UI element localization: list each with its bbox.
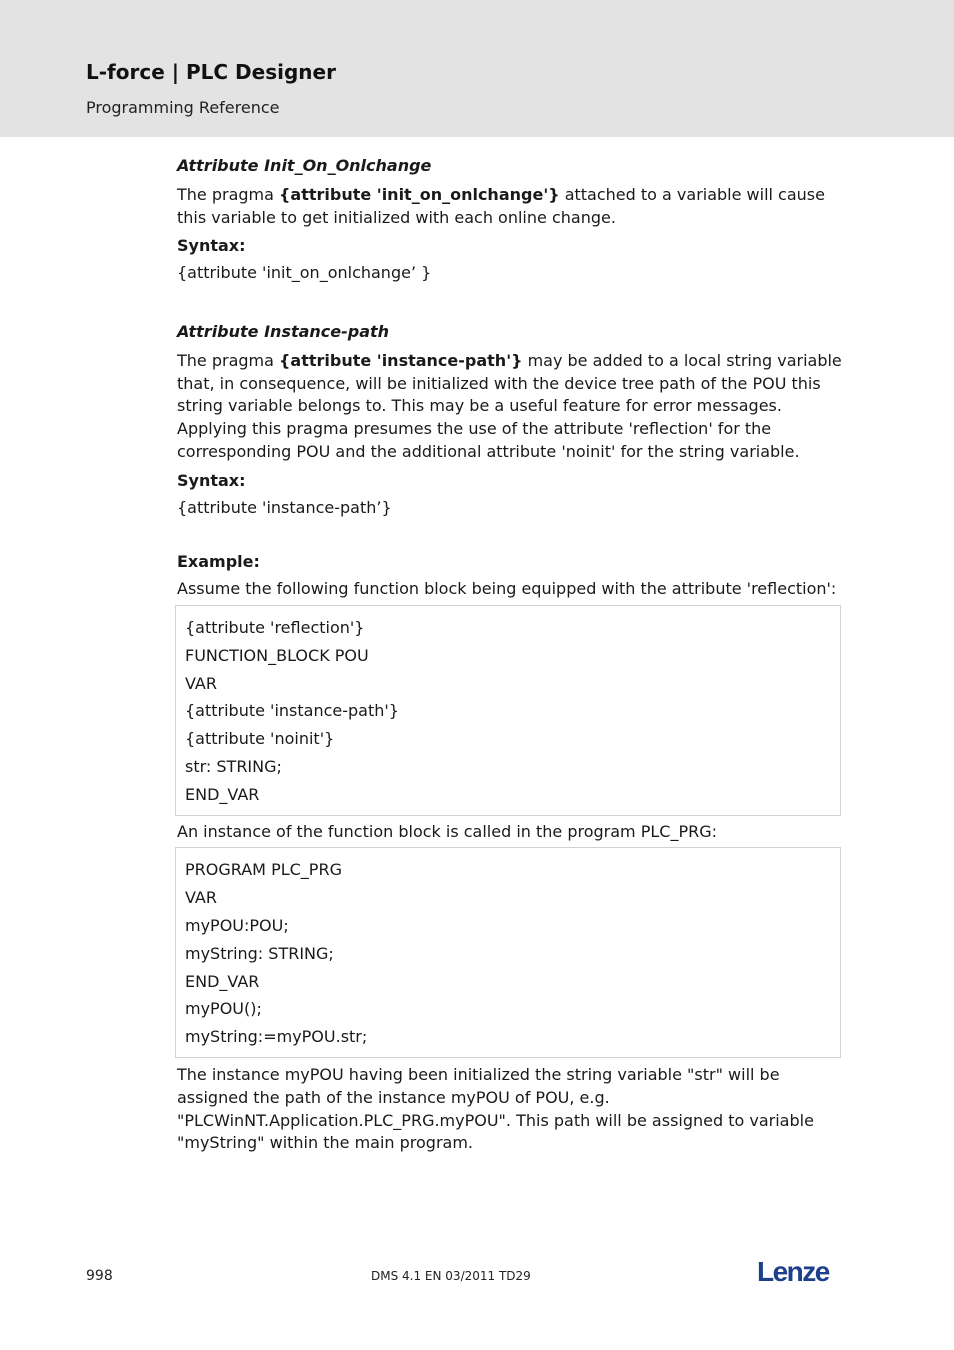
code-line: END_VAR — [185, 784, 260, 804]
between-text: An instance of the function block is called in the program PLC_PRG: — [177, 821, 718, 841]
main-content — [177, 155, 843, 1155]
code-line: {attribute 'reflection'} — [185, 617, 365, 637]
section-title-instance-path: Attribute Instance-path — [177, 321, 390, 341]
pragma-name: {attribute 'instance-path'} — [279, 350, 523, 370]
example-intro: Assume the following function block being equipped with the attribute 'reflection': — [177, 579, 837, 599]
code-line: VAR — [185, 673, 217, 693]
syntax-label: Syntax: — [177, 470, 246, 490]
code-line: myString: STRING; — [185, 943, 334, 963]
code-line: VAR — [185, 888, 217, 908]
desc-text: attached to a variable will cause this variable to get initialized with each online change. — [177, 184, 825, 227]
closing-paragraph: The instance myPOU having been initialized the string variable "str" will be assigned the path of the instance myPOU of POU, e.g. "PLCWinNT.Application.PLC_PRG.myPOU". This path will be assigned to variable "myString" within the main program. — [177, 1064, 814, 1153]
desc-text: The pragma — [177, 184, 280, 204]
lenze-logo-mark — [757, 1256, 839, 1286]
page-number: 998 — [86, 1268, 113, 1284]
syntax-text: {attribute 'init_on_onlchange’ } — [177, 263, 432, 283]
document-subtitle: Programming Reference — [86, 98, 280, 117]
desc-text: The pragma — [177, 350, 280, 370]
code-line: myPOU(); — [185, 999, 262, 1019]
code-line: myString:=myPOU.str; — [185, 1027, 368, 1047]
pragma-name: {attribute 'init_on_onlchange'} — [279, 184, 560, 204]
page-header — [0, 0, 954, 137]
syntax-label: Syntax: — [177, 236, 246, 256]
example-label: Example: — [177, 552, 260, 572]
code-line: myPOU:POU; — [185, 915, 289, 935]
code-line: FUNCTION_BLOCK POU — [185, 645, 369, 665]
code-line: {attribute 'instance-path'} — [185, 701, 399, 721]
section2-description — [177, 350, 843, 464]
desc-text: may be added to a local string variable that, in consequence, will be initialized with the device tree path of the POU this string variable belongs to. This may be a useful feature for error messages. Applying this pragma presumes the use of the attribute 'reflection' for the corresponding POU and the additional attribute 'noinit' for the string variable. — [177, 350, 842, 461]
lenze-logo — [757, 1256, 839, 1290]
code-line: PROGRAM PLC_PRG — [185, 860, 342, 880]
code-line: {attribute 'noinit'} — [185, 729, 335, 749]
svg-text:Lenze: Lenze — [757, 1256, 829, 1286]
document-info: DMS 4.1 EN 03/2011 TD29 — [371, 1269, 531, 1283]
code-block-function-block — [175, 605, 841, 816]
document-title: L-force | PLC Designer — [86, 60, 336, 84]
code-block-program — [175, 847, 841, 1058]
syntax-text: {attribute 'instance-path’} — [177, 497, 392, 517]
code-line: END_VAR — [185, 971, 260, 991]
code-line: str: STRING; — [185, 756, 282, 776]
section-title-init-on-onlchange: Attribute Init_On_Onlchange — [177, 156, 432, 175]
section1-description — [177, 184, 843, 230]
